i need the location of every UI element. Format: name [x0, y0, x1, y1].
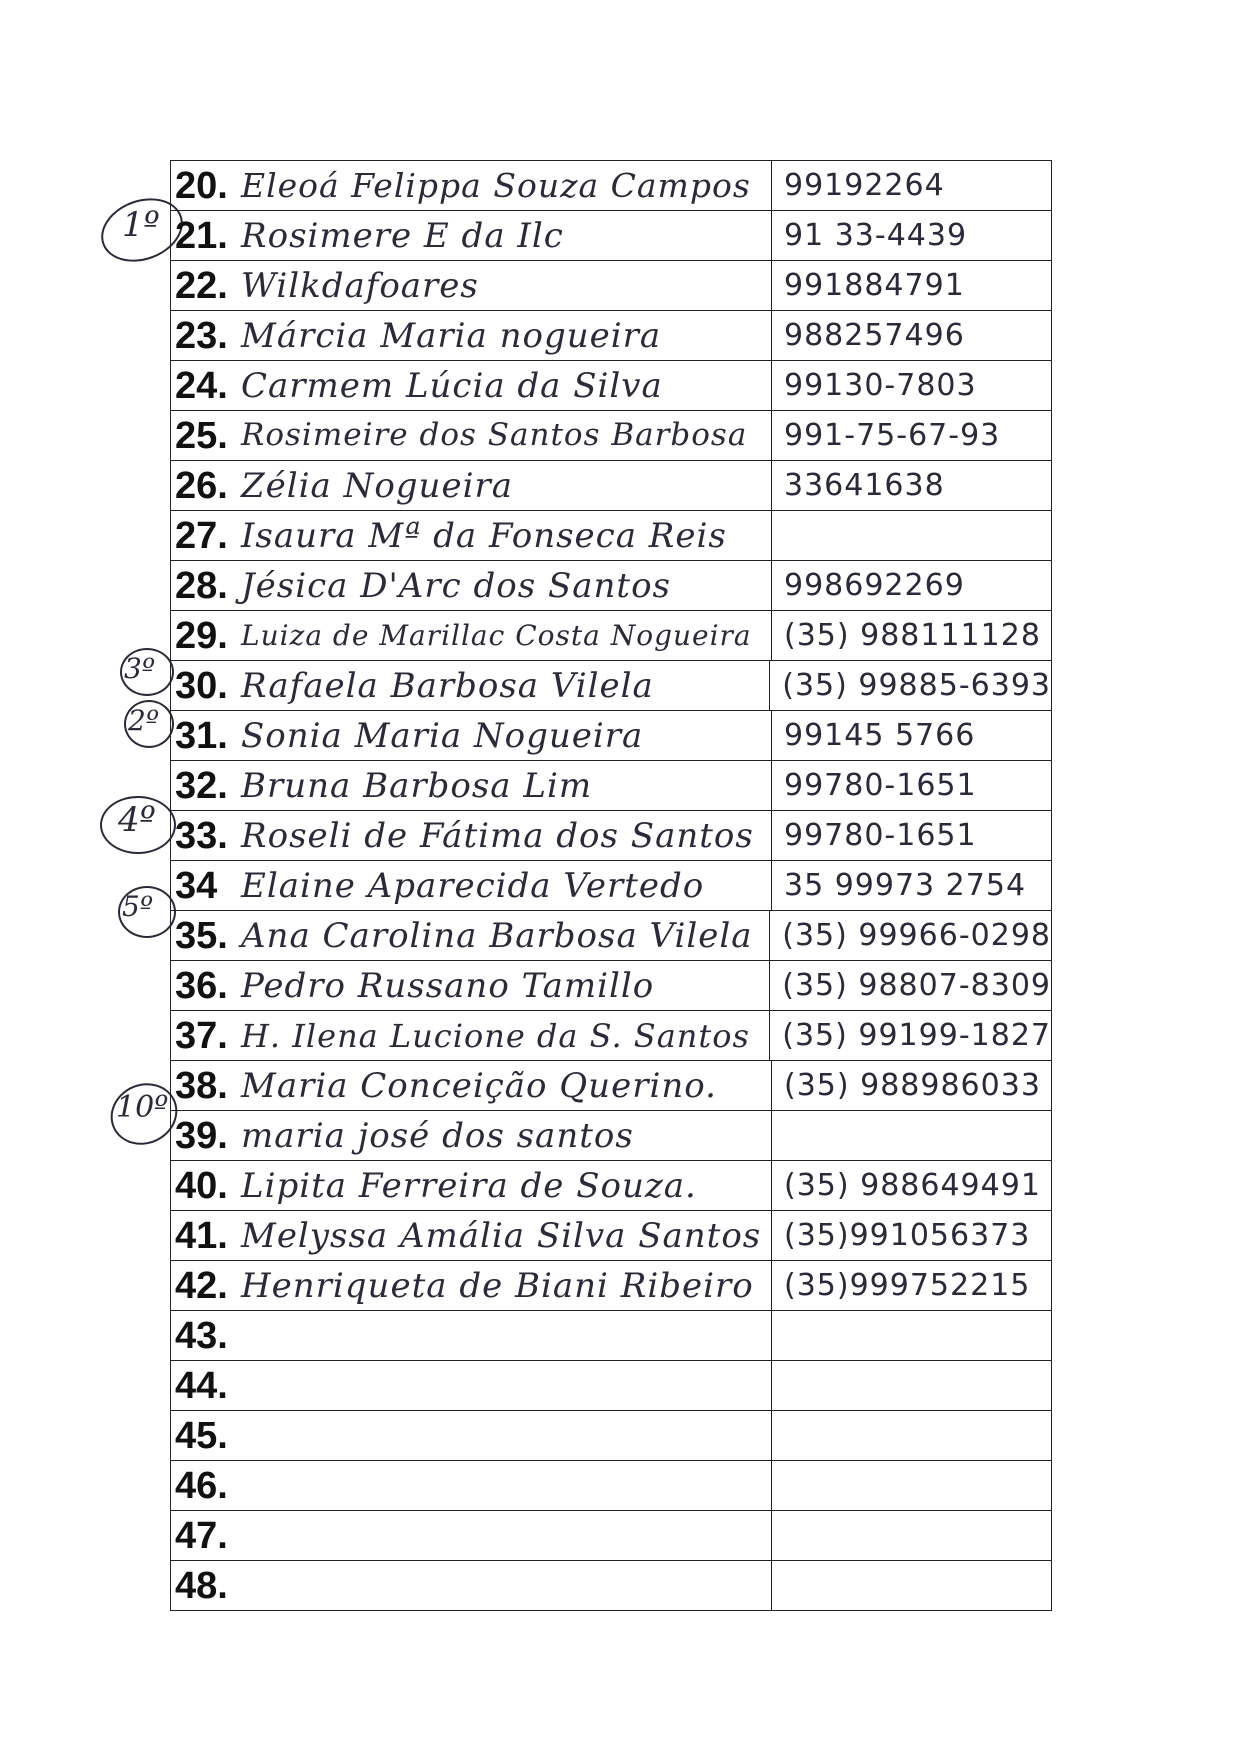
row-number: 37.	[175, 1014, 228, 1057]
handwritten-name: H. Ilena Lucione da S. Santos	[241, 1016, 750, 1055]
name-cell	[171, 1411, 772, 1460]
row-number: 30.	[175, 664, 228, 707]
table-row	[171, 811, 1051, 861]
handwritten-phone	[772, 1311, 1051, 1360]
name-cell	[171, 511, 772, 560]
table-row	[171, 1361, 1051, 1411]
handwritten-phone: (35) 988111128	[784, 618, 1041, 653]
handwritten-phone: 33641638	[784, 468, 945, 503]
handwritten-phone: (35) 988649491	[784, 1168, 1041, 1203]
row-number: 24.	[175, 364, 228, 407]
handwritten-name: maria josé dos santos	[241, 1115, 634, 1156]
handwritten-phone: (35)991056373	[784, 1218, 1031, 1253]
row-number: 38.	[175, 1064, 228, 1107]
name-cell	[171, 361, 772, 410]
handwritten-phone	[772, 1561, 1051, 1610]
handwritten-phone: (35) 98807-8309	[782, 968, 1051, 1003]
table-row	[171, 1061, 1051, 1111]
handwritten-phone: 99130-7803	[784, 368, 977, 403]
row-number: 48.	[175, 1564, 228, 1607]
row-number: 43.	[175, 1314, 228, 1357]
handwritten-name: Maria Conceição Querino.	[241, 1065, 717, 1106]
table-row	[171, 211, 1051, 261]
handwritten-name: Ana Carolina Barbosa Vilela	[241, 915, 753, 956]
table-row	[171, 1211, 1051, 1261]
row-number: 44.	[175, 1364, 228, 1407]
row-number: 47.	[175, 1514, 228, 1557]
row-number: 36.	[175, 964, 228, 1007]
handwritten-phone	[772, 1361, 1051, 1410]
name-cell	[171, 1011, 770, 1060]
row-number: 29.	[175, 614, 228, 657]
table-row	[171, 561, 1051, 611]
row-number: 32.	[175, 764, 228, 807]
name-cell	[171, 1561, 772, 1610]
handwritten-name: Henriqueta de Biani Ribeiro	[241, 1265, 754, 1306]
row-number: 34	[175, 864, 218, 907]
handwritten-phone: (35) 99885-6393	[782, 668, 1051, 703]
table-row	[171, 261, 1051, 311]
margin-mark-6: 10º	[116, 1090, 169, 1125]
signup-table	[170, 160, 1052, 1611]
handwritten-phone: 99192264	[784, 168, 945, 203]
row-number: 22.	[175, 264, 228, 307]
table-row	[171, 861, 1051, 911]
table-row	[171, 661, 1051, 711]
row-number: 42.	[175, 1264, 228, 1307]
table-row	[171, 1311, 1051, 1361]
name-cell	[171, 1261, 772, 1310]
handwritten-phone: (35) 988986033	[784, 1068, 1041, 1103]
row-number: 20.	[175, 164, 228, 207]
name-cell	[171, 811, 772, 860]
handwritten-name: Rosimere E da Ilc	[241, 215, 564, 256]
row-number: 31.	[175, 714, 228, 757]
margin-mark-5: 5º	[122, 890, 153, 923]
handwritten-phone	[772, 1461, 1051, 1510]
table-row	[171, 411, 1051, 461]
name-cell	[171, 1461, 772, 1510]
name-cell	[171, 1211, 772, 1260]
row-number: 21.	[175, 214, 228, 257]
handwritten-name: Lipita Ferreira de Souza.	[241, 1165, 697, 1206]
name-cell	[171, 1061, 772, 1110]
row-number: 41.	[175, 1214, 228, 1257]
row-number: 45.	[175, 1414, 228, 1457]
row-number: 28.	[175, 564, 228, 607]
name-cell	[171, 1111, 772, 1160]
handwritten-phone: 991-75-67-93	[784, 418, 1001, 453]
margin-mark-2: 3º	[124, 652, 155, 685]
handwritten-name: Wilkdafoares	[241, 265, 479, 306]
handwritten-name: Melyssa Amália Silva Santos	[241, 1215, 762, 1256]
handwritten-name: Luiza de Marillac Costa Nogueira	[241, 618, 752, 652]
name-cell	[171, 711, 772, 760]
handwritten-phone: (35) 99199-1827	[782, 1018, 1051, 1053]
row-number: 46.	[175, 1464, 228, 1507]
row-number: 39.	[175, 1114, 228, 1157]
table-row	[171, 1111, 1051, 1161]
table-row	[171, 361, 1051, 411]
handwritten-phone: 998692269	[784, 568, 965, 603]
handwritten-phone	[772, 1111, 1051, 1160]
name-cell	[171, 961, 770, 1010]
row-number: 40.	[175, 1164, 228, 1207]
handwritten-name: Elaine Aparecida Vertedo	[241, 865, 705, 906]
handwritten-phone: 91 33-4439	[784, 218, 968, 253]
handwritten-name: Jésica D'Arc dos Santos	[241, 565, 671, 606]
table-row	[171, 1011, 1051, 1061]
table-row	[171, 1561, 1051, 1611]
margin-mark-1: 1º	[122, 205, 160, 245]
name-cell	[171, 211, 772, 260]
name-cell	[171, 861, 772, 910]
handwritten-name: Rafaela Barbosa Vilela	[241, 665, 654, 706]
handwritten-name: Sonia Maria Nogueira	[241, 715, 644, 756]
handwritten-phone: 991884791	[784, 268, 965, 303]
handwritten-phone	[772, 1411, 1051, 1460]
handwritten-name: Isaura Mª da Fonseca Reis	[241, 515, 727, 556]
name-cell	[171, 1311, 772, 1360]
row-number: 35.	[175, 914, 228, 957]
table-row	[171, 761, 1051, 811]
name-cell	[171, 1361, 772, 1410]
table-row	[171, 1161, 1051, 1211]
name-cell	[171, 611, 772, 660]
handwritten-name: Rosimeire dos Santos Barbosa	[241, 417, 748, 453]
table-row	[171, 1461, 1051, 1511]
row-number: 27.	[175, 514, 228, 557]
name-cell	[171, 461, 772, 510]
name-cell	[171, 311, 772, 360]
handwritten-phone: 35 99973 2754	[784, 868, 1027, 903]
table-row	[171, 961, 1051, 1011]
handwritten-name: Eleoá Felippa Souza Campos	[241, 166, 751, 205]
row-number: 26.	[175, 464, 228, 507]
handwritten-phone: 988257496	[784, 318, 965, 353]
handwritten-phone	[772, 1511, 1051, 1560]
table-row	[171, 511, 1051, 561]
row-number: 25.	[175, 414, 228, 457]
handwritten-phone: 99780-1651	[784, 768, 977, 803]
table-row	[171, 311, 1051, 361]
handwritten-name: Bruna Barbosa Lim	[241, 765, 593, 806]
row-number: 23.	[175, 314, 228, 357]
handwritten-phone: 99145 5766	[784, 718, 976, 753]
margin-mark-4: 4º	[118, 800, 156, 840]
name-cell	[171, 561, 772, 610]
table-row	[171, 711, 1051, 761]
handwritten-phone: (35)999752215	[784, 1268, 1031, 1303]
table-row	[171, 1411, 1051, 1461]
row-number: 33.	[175, 814, 228, 857]
handwritten-phone	[772, 511, 1051, 560]
name-cell	[171, 1161, 772, 1210]
handwritten-name: Roseli de Fátima dos Santos	[241, 815, 754, 856]
table-row	[171, 611, 1051, 661]
table-row	[171, 1261, 1051, 1311]
handwritten-name: Zélia Nogueira	[241, 465, 513, 506]
handwritten-phone: (35) 99966-0298	[782, 918, 1051, 953]
handwritten-phone: 99780-1651	[784, 818, 977, 853]
handwritten-name: Márcia Maria nogueira	[241, 315, 662, 356]
handwritten-name: Pedro Russano Tamillo	[241, 965, 655, 1006]
table-row	[171, 461, 1051, 511]
name-cell	[171, 161, 772, 210]
table-row	[171, 161, 1051, 211]
table-row	[171, 911, 1051, 961]
name-cell	[171, 661, 770, 710]
name-cell	[171, 1511, 772, 1560]
name-cell	[171, 761, 772, 810]
name-cell	[171, 911, 770, 960]
handwritten-name: Carmem Lúcia da Silva	[241, 365, 663, 406]
name-cell	[171, 411, 772, 460]
table-row	[171, 1511, 1051, 1561]
name-cell	[171, 261, 772, 310]
margin-mark-3: 2º	[128, 704, 159, 737]
